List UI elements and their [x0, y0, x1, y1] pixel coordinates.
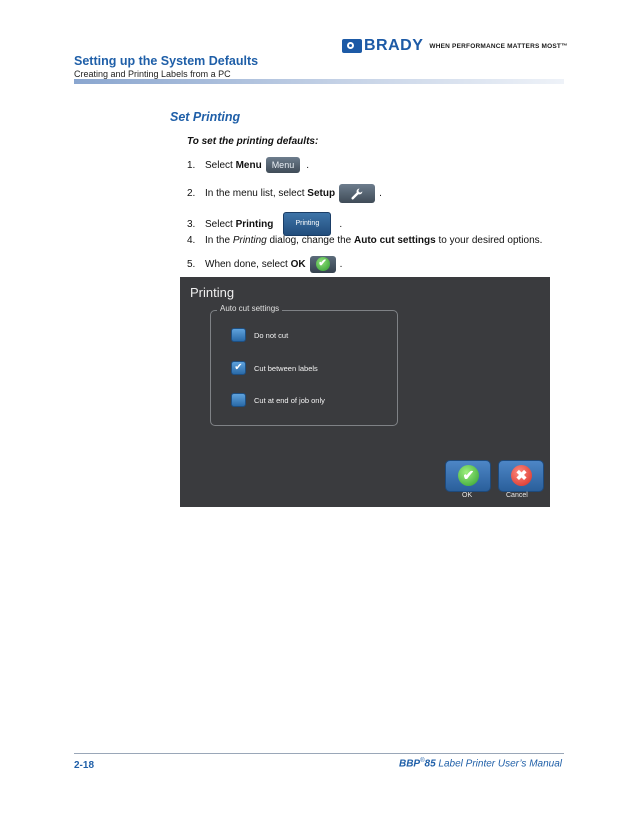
manual-model: 85	[424, 758, 436, 770]
step-text-end: .	[379, 188, 382, 199]
step-1	[187, 157, 309, 173]
checkbox-checked[interactable]: ✔	[231, 361, 246, 375]
step-text: Select	[205, 218, 236, 230]
step-bold: Printing	[235, 218, 274, 230]
manual-suffix: Label Printer User’s Manual	[435, 758, 562, 770]
header-rule	[74, 79, 564, 84]
menu-button[interactable]: Menu	[266, 157, 301, 173]
printing-dialog-screenshot	[180, 277, 550, 507]
step-number: 2.	[187, 188, 196, 199]
ok-button[interactable]	[445, 460, 491, 492]
step-text: Select	[205, 159, 236, 171]
section-title: Set Printing	[170, 110, 241, 124]
registered-mark: ®	[420, 758, 425, 764]
step-text-end: .	[306, 159, 309, 171]
cancel-button[interactable]	[498, 460, 544, 492]
step-number: 4.	[187, 235, 196, 246]
manual-prefix: BBP	[398, 758, 421, 770]
option-label: Cut between labels	[254, 363, 318, 373]
group-label: Auto cut settings	[217, 304, 282, 313]
brady-logo-icon	[342, 39, 362, 53]
wrench-icon	[350, 187, 364, 201]
step-text-end: to your desired options.	[435, 235, 543, 246]
step-number: 5.	[187, 259, 196, 270]
dialog-title: Printing	[190, 285, 235, 300]
step-bold: OK	[290, 259, 306, 270]
step-5	[187, 256, 342, 273]
step-text: When done, select	[205, 259, 291, 270]
step-text: In the menu list, select	[205, 188, 308, 199]
option-label: Cut at end of job only	[254, 395, 325, 405]
step-2	[187, 184, 382, 203]
ok-label: OK	[462, 492, 473, 499]
printing-button[interactable]: Printing	[283, 212, 331, 236]
step-text-end: .	[339, 259, 343, 270]
brady-logo	[342, 38, 568, 54]
checkbox[interactable]	[231, 393, 246, 407]
step-bold: Menu	[235, 159, 262, 171]
checkbox[interactable]	[231, 328, 246, 342]
page-header-subtitle: Creating and Printing Labels from a PC	[74, 69, 231, 79]
step-number: 1.	[187, 159, 196, 171]
footer-rule	[74, 753, 564, 754]
step-text-end: .	[339, 218, 343, 230]
option-do-not-cut[interactable]	[231, 328, 288, 342]
page-number: 2-18	[74, 760, 95, 771]
option-cut-at-end[interactable]	[231, 393, 325, 407]
check-icon: ✔	[458, 465, 479, 486]
close-icon: ✖	[511, 465, 532, 486]
step-text-mid: dialog, change the	[266, 235, 355, 246]
check-icon: ✔	[316, 257, 330, 271]
step-bold: Auto cut settings	[354, 235, 436, 246]
logo-tagline: WHEN PERFORMANCE MATTERS MOST™	[429, 42, 568, 50]
auto-cut-group	[210, 304, 398, 426]
step-bold: Setup	[307, 188, 336, 199]
step-text: In the	[205, 235, 233, 246]
step-italic: Printing	[232, 235, 267, 246]
step-4	[187, 235, 542, 246]
logo-word: BRADY	[364, 37, 424, 54]
section-intro: To set the printing defaults:	[187, 136, 319, 147]
setup-button[interactable]	[339, 184, 375, 203]
option-label: Do not cut	[254, 330, 289, 340]
page-header-title: Setting up the System Defaults	[74, 54, 259, 68]
ok-button-small[interactable]	[310, 256, 336, 273]
cancel-label: Cancel	[506, 492, 528, 499]
option-cut-between-labels[interactable]	[231, 361, 318, 375]
manual-title	[399, 758, 562, 769]
step-number: 3.	[187, 218, 196, 230]
step-3	[187, 212, 342, 236]
